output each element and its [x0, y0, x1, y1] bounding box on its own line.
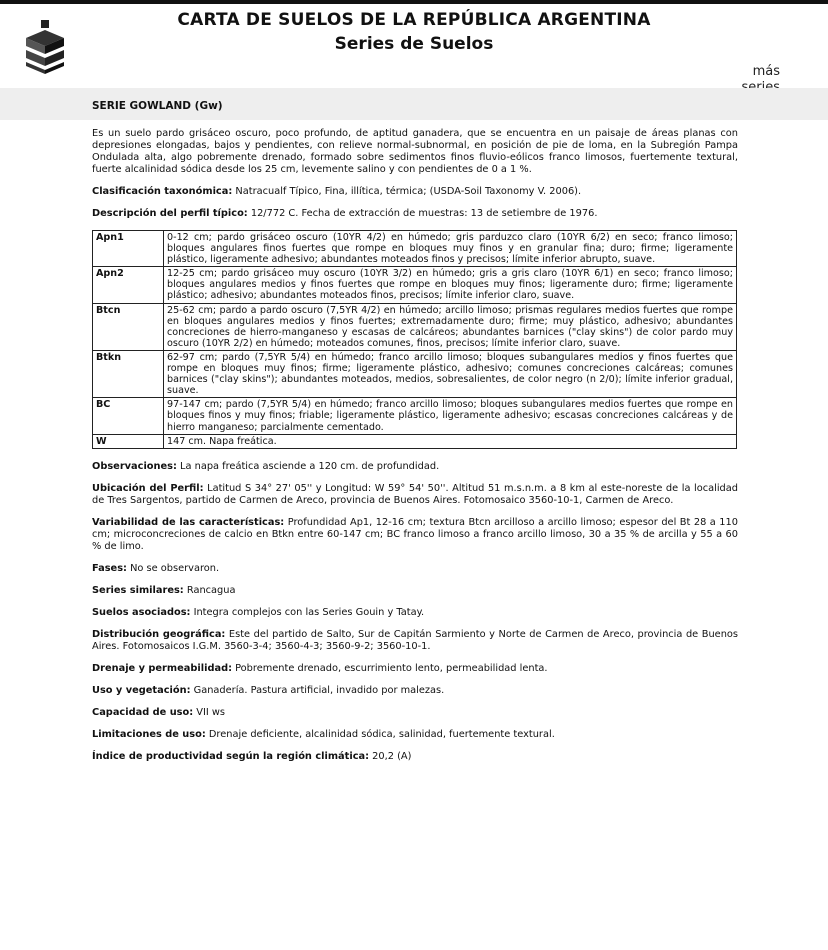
indice-label: Índice de productividad según la región climática:	[92, 750, 370, 762]
table-row	[93, 267, 737, 303]
perfil-label: Descripción del perfil típico:	[92, 208, 248, 219]
variabilidad-label: Variabilidad de las características:	[92, 516, 285, 528]
fases	[92, 563, 738, 575]
perfil-value: 12/772 C. Fecha de extracción de muestras: 13 de setiembre de 1976.	[250, 208, 598, 219]
distribucion-value: Este del partido de Salto, Sur de Capitán Sarmiento y Norte de Carmen de Areco, provincia de Buenos Aires. Fotomosaicos I.G.M. 3560-3-4; 3560-4-3; 3560-9-2; 3560-10-1.	[92, 628, 739, 652]
table-row	[93, 231, 737, 267]
main-content	[92, 128, 738, 773]
page-subtitle: Series de Suelos	[334, 34, 494, 54]
horizon-name: W	[93, 434, 164, 448]
indice-value: 20,2 (A)	[372, 750, 412, 762]
table-row	[93, 350, 737, 397]
uso-vegetacion	[92, 685, 738, 697]
horizon-desc: 97-147 cm; pardo (7,5YR 5/4) en húmedo; franco arcillo limoso; bloques subangulares medios fuertes que rompe en bloques finos y muy finos; friable; ligeramente plástico, ligeramente adhesivo; escasas concreciones calcáreas y de hierro manganeso; parcialmente cementado.	[164, 398, 737, 434]
table-row	[93, 434, 737, 448]
horizon-desc: 62-97 cm; pardo (7,5YR 5/4) en húmedo; franco arcillo limoso; bloques subangulares medios y finos fuertes que rompe en bloques muy finos; firme; ligeramente plástico, adhesivo; comunes concreciones calcáreas; comunes barnices ("clay skins"); abundantes moteados, medios, sobresalientes, de color negro (n 2/0); límite inferior gradual, suave.	[164, 350, 737, 397]
horizons-table	[92, 230, 737, 449]
observaciones-value: La napa freática asciende a 120 cm. de profundidad.	[180, 460, 440, 472]
horizon-name: BC	[93, 398, 164, 434]
ubicacion	[92, 483, 738, 507]
drenaje	[92, 663, 738, 675]
top-border	[0, 0, 828, 4]
similares-label: Series similares:	[92, 584, 184, 596]
uso-value: Ganadería. Pastura artificial, invadido por malezas.	[193, 684, 445, 696]
serie-intro: Es un suelo pardo grisáceo oscuro, poco profundo, de aptitud ganadera, que se encuentra en un paisaje de áreas planas con depresiones elongadas, bajos y pendientes, con relieve normal-subnormal, en posición de pie de loma, en la Subregión Pampa Ondulada alta, algo pobremente drenado, formado sobre sedimentos finos fluvio-eólicos franco limosos, fuertemente textural, fuerte alcalinidad sódica desde los 25 cm, levemente salino y con pendientes de 0 a 1 %.	[92, 128, 738, 175]
variabilidad-value: Profundidad Ap1, 12-16 cm; textura Btcn arcilloso a arcillo limoso; espesor del Bt 28 a 110 cm; microconcreciones de calcio en Btkn entre 60-147 cm; BC franco limoso a franco arcillo limoso, 30 a 35 % de arcilla y 55 a 60 % de limo.	[92, 516, 738, 552]
ubicacion-label: Ubicación del Perfil:	[92, 482, 204, 494]
distribucion	[92, 629, 738, 653]
indice-productividad	[92, 751, 738, 763]
page-title: CARTA DE SUELOS DE LA REPÚBLICA ARGENTINA	[177, 10, 651, 30]
limitaciones	[92, 729, 738, 741]
similares-value: Rancagua	[186, 584, 236, 596]
observaciones-label: Observaciones:	[92, 460, 177, 472]
more-series-link[interactable]: más	[752, 64, 780, 79]
horizon-name: Apn2	[93, 267, 164, 303]
distribucion-label: Distribución geográfica:	[92, 628, 226, 640]
variabilidad	[92, 517, 738, 553]
clasificacion-label: Clasificación taxonómica:	[92, 186, 233, 197]
table-row	[93, 303, 737, 350]
capacidad-label: Capacidad de uso:	[92, 706, 194, 718]
limitaciones-value: Drenaje deficiente, alcalinidad sódica, salinidad, fuertemente textural.	[208, 728, 555, 740]
horizon-desc: 25-62 cm; pardo a pardo oscuro (7,5YR 4/2) en húmedo; arcillo limoso; prismas regulares medios fuertes que rompe en bloques angulares medios y finos fuertes; extremadamente duro; firme; muy plástico, adhesivo; abundantes concreciones de hierro-manganeso y escasas de calcáreos; abundantes barnices ("clay skins") de color pardo muy oscuro (10YR 2/2) en húmedo; moteados comunes, finos, precisos; límite inferior claro, suave.	[164, 303, 737, 350]
clasificacion	[92, 186, 738, 198]
asociados-label: Suelos asociados:	[92, 606, 191, 618]
horizon-desc: 147 cm. Napa freática.	[164, 434, 737, 448]
horizon-name: Apn1	[93, 231, 164, 267]
observaciones	[92, 461, 738, 473]
horizon-desc: 12-25 cm; pardo grisáceo muy oscuro (10YR 3/2) en húmedo; gris a gris claro (10YR 6/1) en seco; franco limoso; bloques angulares medios y finos fuertes que rompe en bloques muy finos; ligeramente duro; firme; ligeramente plástico; adhesivo; abundantes moteados finos, precisos; límite inferior claro, suave.	[164, 267, 737, 303]
drenaje-value: Pobremente drenado, escurrimiento lento, permeabilidad lenta.	[235, 662, 548, 674]
clasificacion-value: Natracualf Típico, Fina, illítica, térmica; (USDA-Soil Taxonomy V. 2006).	[235, 186, 582, 197]
horizon-name: Btcn	[93, 303, 164, 350]
table-row	[93, 398, 737, 434]
uso-label: Uso y vegetación:	[92, 684, 191, 696]
serie-title: SERIE GOWLAND (Gw)	[92, 100, 223, 112]
perfil	[92, 208, 738, 220]
capacidad-value: VII ws	[196, 706, 226, 718]
series-similares	[92, 585, 738, 597]
limitaciones-label: Limitaciones de uso:	[92, 728, 206, 740]
ubicacion-value: Latitud S 34° 27' 05'' y Longitud: W 59° 54' 50''. Altitud 51 m.s.n.m. a 8 km al este-noreste de la localidad de Tres Sargentos, partido de Carmen de Areco, provincia de Buenos Aires. Fotomosaico 3560-10-1, Carmen de Areco.	[92, 482, 738, 506]
horizon-desc: 0-12 cm; pardo grisáceo oscuro (10YR 4/2) en húmedo; gris parduzco claro (10YR 6/2) en seco; franco limoso; bloques angulares finos fuertes que rompe en bloques muy finos y en granular fina; duro; firme; ligeramente plástico, ligeramente adhesivo; abundantes moteados finos y precisos; límite inferior abrupto, suave.	[164, 231, 737, 267]
fases-label: Fases:	[92, 562, 127, 574]
capacidad-uso	[92, 707, 738, 719]
fases-value: No se observaron.	[130, 562, 220, 574]
horizon-name: Btkn	[93, 350, 164, 397]
asociados-value: Integra complejos con las Series Gouin y Tatay.	[193, 606, 425, 618]
suelos-asociados	[92, 607, 738, 619]
drenaje-label: Drenaje y permeabilidad:	[92, 662, 232, 674]
